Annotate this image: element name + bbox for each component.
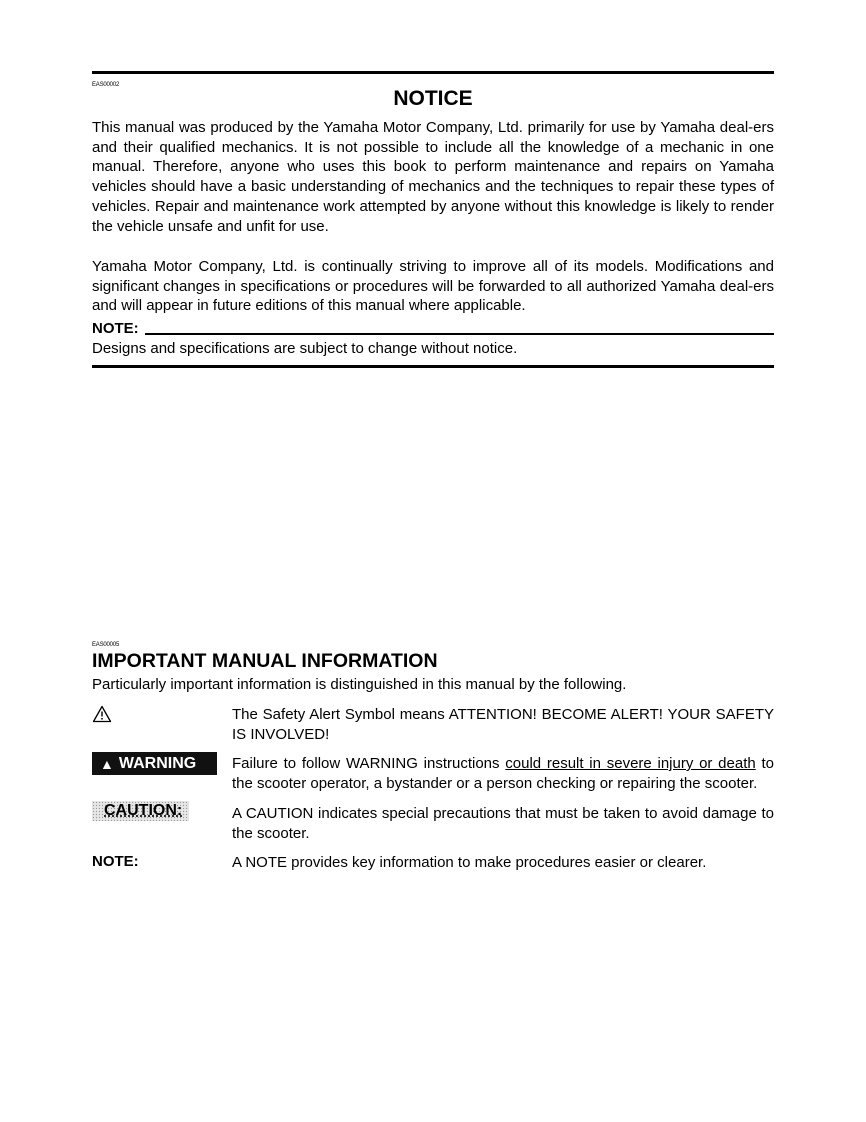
warning-triangle-outline-icon xyxy=(92,705,112,728)
caution-text: A CAUTION indicates special precautions that must be taken to avoid damage to the scooter. xyxy=(232,805,774,842)
warning-badge xyxy=(92,752,217,775)
top-rule xyxy=(92,71,774,74)
notice-code: EAS00002 xyxy=(92,82,120,88)
safety-symbol-text: The Safety Alert Symbol means ATTENTION! BECOME ALERT! YOUR SAFETY IS INVOLVED! xyxy=(232,706,774,743)
notice-title: NOTICE xyxy=(393,87,473,110)
notice-paragraph-2: Yamaha Motor Company, Ltd. is continually striving to improve all of its models. Modifications and significant changes in specifications or procedures will be forwarded to all authorized Yamaha deal-ers and will appear in future editions of this manual where applicable. xyxy=(92,258,774,315)
notice-note-label: NOTE: xyxy=(92,320,139,337)
notice-paragraph-1: This manual was produced by the Yamaha Motor Company, Ltd. primarily for use by Yamaha deal-ers and their qualified mechanics. It is not possible to include all the knowledge of a mechanic in one manual. Therefore, anyone who uses this book to perform maintenance and repairs on Yamaha vehicles should have a basic understanding of mechanics and the techniques to repair these types of vehicles. Repair and maintenance work attempted by anyone without this knowledge is likely to render the vehicle unsafe and unfit for use. xyxy=(92,119,774,235)
note-label: NOTE: xyxy=(92,853,139,870)
note-rule xyxy=(145,333,774,335)
warning-triangle-icon: ▲ xyxy=(100,755,114,772)
caution-label: CAUTION: xyxy=(92,801,189,821)
warning-text-part: to the scooter operator, a bystander or a person checking or repairing the scooter. xyxy=(232,755,774,792)
note-text: A NOTE provides key information to make procedures easier or clearer. xyxy=(232,854,707,871)
warning-text-underlined: could result in severe injury or death xyxy=(505,755,756,772)
notice-note-text: Designs and specifications are subject to change without notice. xyxy=(92,340,518,357)
warning-text xyxy=(232,754,774,793)
notice-note-heading xyxy=(92,320,774,337)
important-code: EAS00005 xyxy=(92,642,120,648)
caution-badge xyxy=(92,801,189,821)
important-intro: Particularly important information is distinguished in this manual by the following. xyxy=(92,676,627,693)
bottom-rule xyxy=(92,365,774,368)
important-title: IMPORTANT MANUAL INFORMATION xyxy=(92,650,438,672)
warning-label: WARNING xyxy=(118,754,197,772)
warning-text-part: Failure to follow WARNING instructions xyxy=(232,755,506,772)
